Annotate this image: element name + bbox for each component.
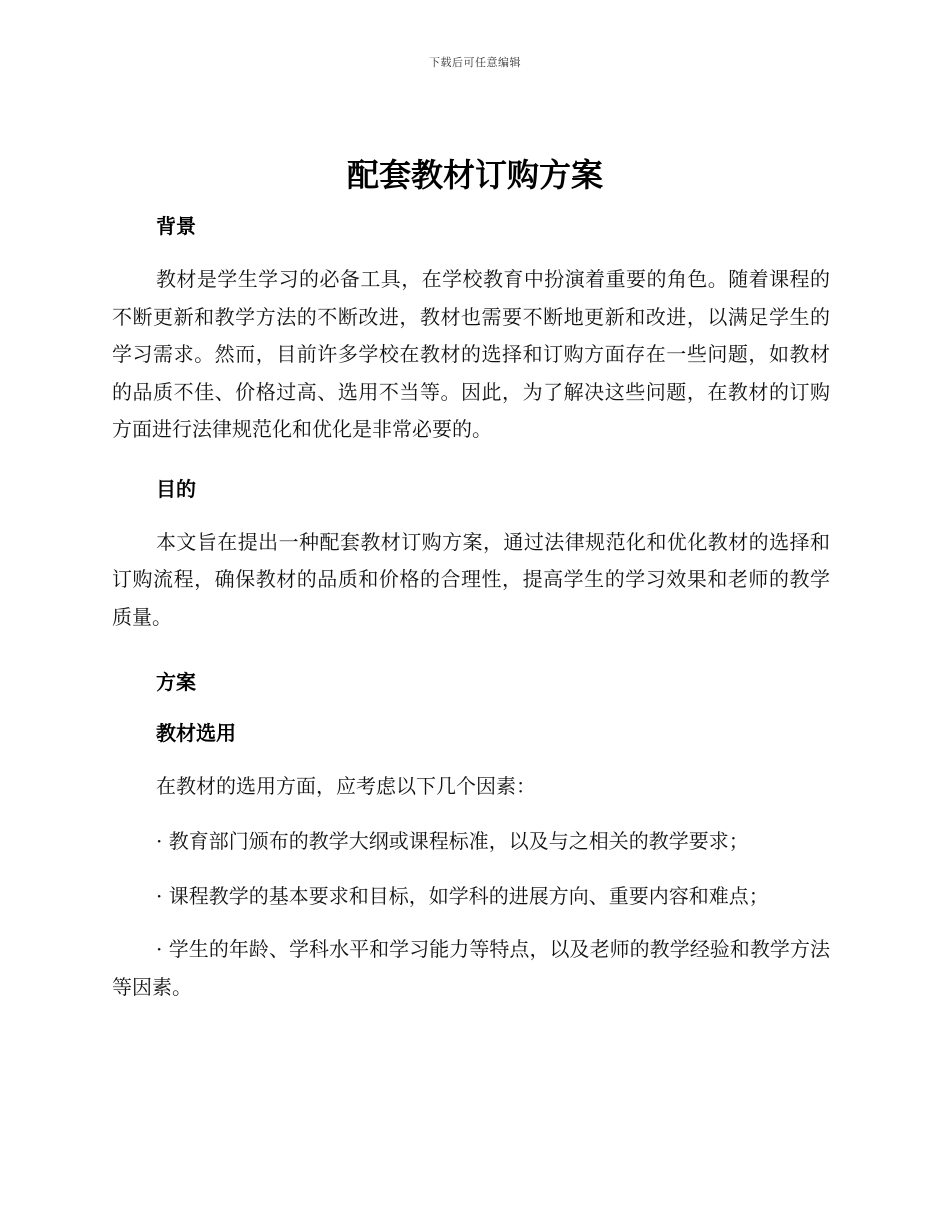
- document-title: 配套教材订购方案: [346, 156, 603, 194]
- background-paragraph: 教材是学生学习的必备工具，在学校教育中扮演着重要的角色。随着课程的不断更新和教学方法的不断改进，教材也需要不断地更新和改进，以满足学生的学习需求。然而，目前许多学校在教材的选择和订购方面存在一些问题，如教材的品质不佳、价格过高、选用不当等。因此，为了解决这些问题，在教材的订购方面进行法律规范化和优化是非常必要的。: [112, 267, 830, 441]
- page-header-note: 下载后可任意编辑: [429, 56, 521, 69]
- document-body: [112, 200, 830, 1006]
- section-heading-background: 背景: [156, 214, 196, 238]
- factors-intro-text: 在教材的选用方面，应考虑以下几个因素：: [156, 774, 536, 798]
- section-heading-plan: 方案: [156, 670, 196, 694]
- factor-bullet-item: · 学生的年龄、学科水平和学习能力等特点，以及老师的教学经验和教学方法等因素。: [112, 937, 830, 999]
- factor-bullet-item: · 课程教学的基本要求和目标，如学科的进展方向、重要内容和难点；: [156, 884, 769, 908]
- factor-bullet-item: · 教育部门颁布的教学大纲或课程标准，以及与之相关的教学要求；: [156, 829, 749, 853]
- section-heading-purpose: 目的: [156, 476, 196, 501]
- subsection-heading-textbook-selection: 教材选用: [156, 721, 236, 745]
- purpose-paragraph: 本文旨在提出一种配套教材订购方案，通过法律规范化和优化教材的选择和订购流程，确保教材的品质和价格的合理性，提高学生的学习效果和老师的教学质量。: [112, 529, 830, 629]
